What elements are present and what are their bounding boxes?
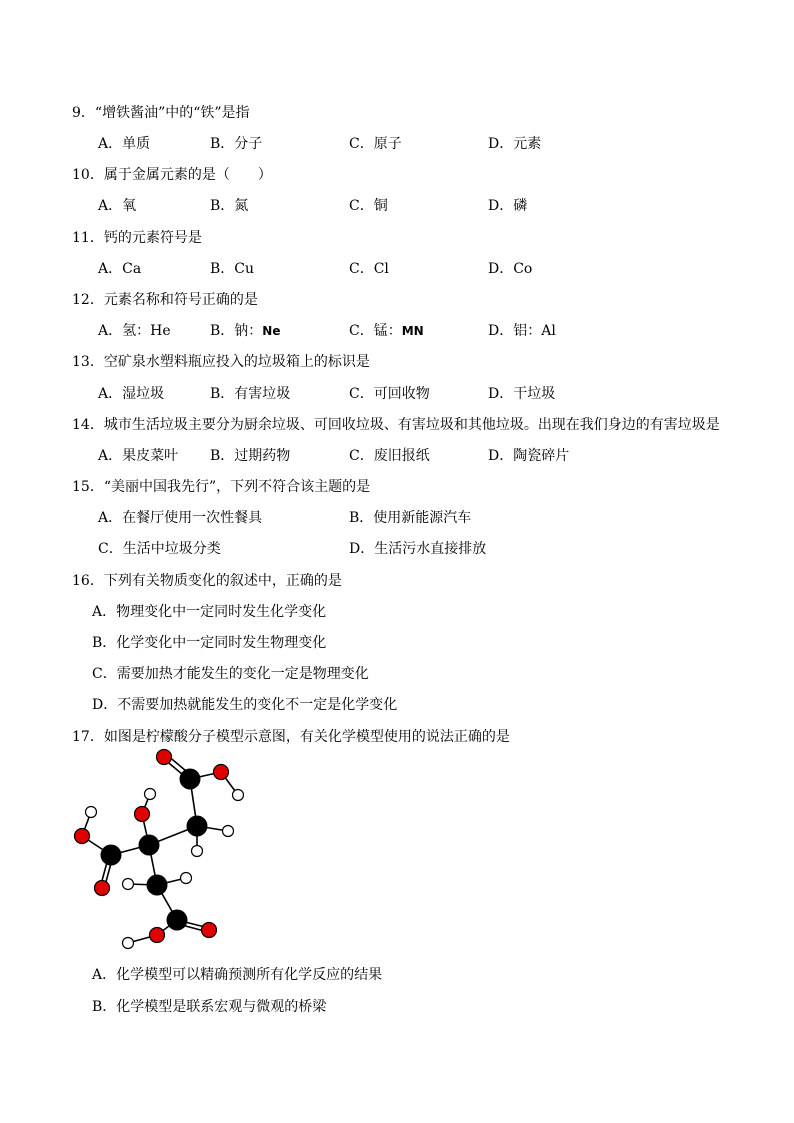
q12-option-d[interactable]: D．铝：Al <box>488 323 556 339</box>
q15-option-d[interactable]: D．生活污水直接排放 <box>349 541 487 557</box>
q9-option-b[interactable]: B．分子 <box>210 136 263 152</box>
q12-option-c-label: C．锰： <box>349 323 402 339</box>
question-13-stem: 13．空矿泉水塑料瓶应投入的垃圾箱上的标识是 <box>72 354 370 370</box>
q13-option-c[interactable]: C．可回收物 <box>349 386 430 402</box>
q12-option-c-symbol: MN <box>401 324 424 338</box>
q16-option-b[interactable]: B．化学变化中一定同时发生物理变化 <box>92 635 327 651</box>
question-17-stem: 17．如图是柠檬酸分子模型示意图，有关化学模型使用的说法正确的是 <box>72 729 510 745</box>
q9-option-a[interactable]: A．单质 <box>98 136 151 152</box>
q15-option-a[interactable]: A．在餐厅使用一次性餐具 <box>98 510 263 526</box>
q13-option-a[interactable]: A．湿垃圾 <box>98 386 165 402</box>
q12-option-b-label: B．钠： <box>210 323 263 339</box>
q14-option-a[interactable]: A．果皮菜叶 <box>98 448 179 464</box>
q12-option-b[interactable] <box>210 322 280 340</box>
q12-option-b-symbol: Ne <box>262 324 281 338</box>
q11-option-c[interactable]: C．Cl <box>349 261 389 277</box>
question-14-stem: 14．城市生活垃圾主要分为厨余垃圾、可回收垃圾、有害垃圾和其他垃圾。出现在我们身边的有害垃圾是 <box>72 417 720 433</box>
q10-option-b[interactable]: B．氮 <box>210 198 249 214</box>
q16-option-c[interactable]: C．需要加热才能发生的变化一定是物理变化 <box>92 666 369 682</box>
q12-option-c[interactable] <box>349 322 424 340</box>
q11-option-a[interactable]: A．Ca <box>98 261 142 277</box>
q13-option-d[interactable]: D．干垃圾 <box>488 386 556 402</box>
q17-option-a[interactable]: A．化学模型可以精确预测所有化学反应的结果 <box>92 967 383 983</box>
q10-option-a[interactable]: A．氧 <box>98 198 137 214</box>
q12-option-a[interactable]: A．氢：He <box>98 323 171 339</box>
q17-option-b[interactable]: B．化学模型是联系宏观与微观的桥梁 <box>92 999 327 1015</box>
q14-option-c[interactable]: C．废旧报纸 <box>349 448 430 464</box>
citric-acid-molecule-model <box>66 748 256 958</box>
q16-option-a[interactable]: A．物理变化中一定同时发生化学变化 <box>92 604 327 620</box>
q13-option-b[interactable]: B．有害垃圾 <box>210 386 291 402</box>
question-10-stem: 10．属于金属元素的是（ ） <box>72 167 272 183</box>
q15-option-b[interactable]: B．使用新能源汽车 <box>349 510 472 526</box>
question-16-stem: 16．下列有关物质变化的叙述中，正确的是 <box>72 573 342 589</box>
q9-option-d[interactable]: D．元素 <box>488 136 542 152</box>
q14-option-d[interactable]: D．陶瓷碎片 <box>488 448 570 464</box>
q16-option-d[interactable]: D．不需要加热就能发生的变化不一定是化学变化 <box>92 697 398 713</box>
q11-option-b[interactable]: B．Cu <box>210 261 255 277</box>
question-11-stem: 11．钙的元素符号是 <box>72 230 202 246</box>
q10-option-c[interactable]: C．铜 <box>349 198 388 214</box>
q11-option-d[interactable]: D．Co <box>488 261 533 277</box>
q9-option-c[interactable]: C．原子 <box>349 136 402 152</box>
q14-option-b[interactable]: B．过期药物 <box>210 448 291 464</box>
q10-option-d[interactable]: D．磷 <box>488 198 528 214</box>
question-15-stem: 15．“美丽中国我先行”，下列不符合该主题的是 <box>72 479 371 495</box>
q15-option-c[interactable]: C．生活中垃圾分类 <box>98 541 221 557</box>
question-9-stem: 9．“增铁酱油”中的“铁”是指 <box>72 105 250 121</box>
question-12-stem: 12．元素名称和符号正确的是 <box>72 292 258 308</box>
